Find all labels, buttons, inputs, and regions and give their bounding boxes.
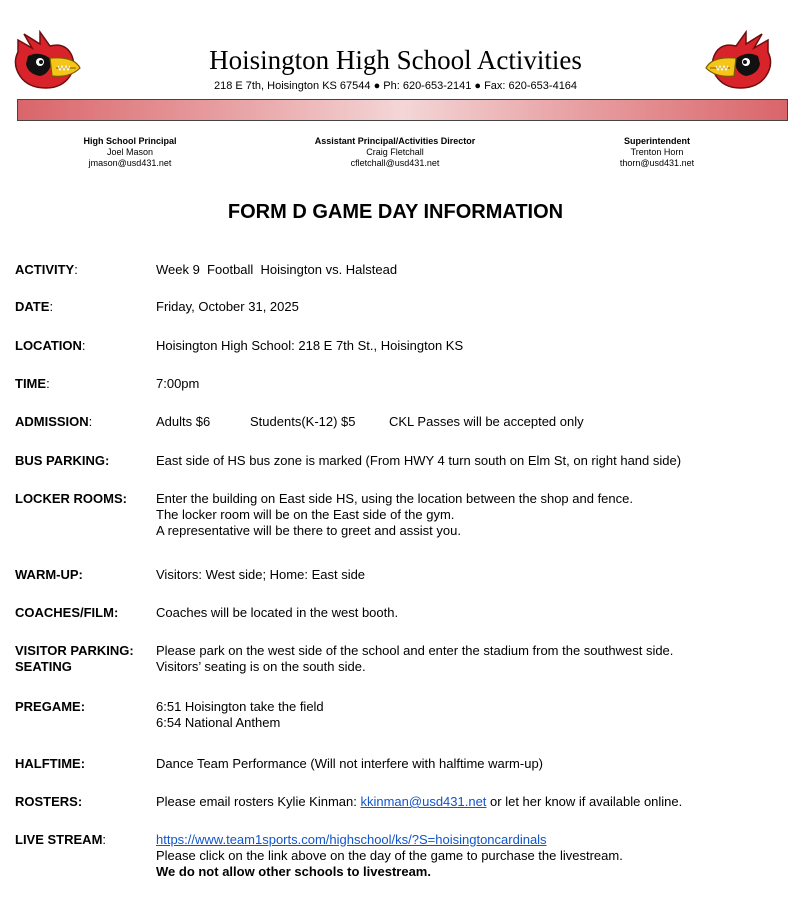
time-label: TIME: bbox=[15, 376, 50, 391]
staff-principal bbox=[70, 136, 190, 169]
visitor-seating-line: Visitors’ seating is on the south side. bbox=[156, 659, 366, 674]
admission-adults: Adults $6 bbox=[156, 414, 211, 429]
staff-name: Craig Fletchall bbox=[366, 147, 424, 157]
admission-value bbox=[156, 414, 786, 430]
visitor-parking-label: VISITOR PARKING: SEATING bbox=[15, 643, 155, 675]
staff-superintendent bbox=[582, 136, 732, 169]
school-address: 218 E 7th, Hoisington KS 67544 ● Ph: 620-653-2141 ● Fax: 620-653-4164 bbox=[213, 80, 578, 92]
staff-email: jmason@usd431.net bbox=[88, 158, 172, 168]
live-stream-instructions: Please click on the link above on the day of the game to purchase the livestream. bbox=[156, 848, 623, 863]
form-title: FORM D GAME DAY INFORMATION bbox=[227, 201, 564, 223]
staff-role: High School Principal bbox=[83, 136, 177, 146]
rosters-label: ROSTERS: bbox=[15, 794, 83, 809]
pregame-line: 6:54 National Anthem bbox=[156, 715, 281, 730]
staff-name: Joel Mason bbox=[106, 147, 154, 157]
header-banner bbox=[17, 99, 788, 121]
activity-label: ACTIVITY: bbox=[15, 262, 78, 277]
live-stream-link[interactable]: https://www.team1sports.com/highschool/ks/?S=hoisingtoncardinals bbox=[156, 832, 547, 847]
locker-rooms-label: LOCKER ROOMS: bbox=[15, 491, 127, 506]
visitor-parking-value bbox=[156, 643, 786, 675]
locker-rooms-value bbox=[156, 491, 786, 539]
locker-rooms-line: A representative will be there to greet and assist you. bbox=[156, 523, 461, 538]
staff-activities-director bbox=[290, 136, 500, 169]
pregame-label: PREGAME: bbox=[15, 699, 86, 714]
admission-label: ADMISSION: bbox=[15, 414, 93, 429]
admission-passes: CKL Passes will be accepted only bbox=[389, 414, 584, 429]
live-stream-value bbox=[156, 832, 786, 880]
halftime-value: Dance Team Performance (Will not interfere with halftime warm-up) bbox=[156, 756, 544, 771]
warm-up-value: Visitors: West side; Home: East side bbox=[156, 567, 366, 582]
pregame-line: 6:51 Hoisington take the field bbox=[156, 699, 324, 714]
activity-value: Week 9 Football Hoisington vs. Halstead bbox=[156, 262, 398, 277]
location-label: LOCATION: bbox=[15, 338, 86, 353]
warm-up-label: WARM-UP: bbox=[15, 567, 83, 582]
seating-label: SEATING bbox=[15, 659, 72, 674]
live-stream-policy: We do not allow other schools to livestream. bbox=[156, 864, 431, 879]
bus-parking-value: East side of HS bus zone is marked (From HWY 4 turn south on Elm St, on right hand side) bbox=[156, 453, 682, 468]
location-value: Hoisington High School: 218 E 7th St., Hoisington KS bbox=[156, 338, 464, 353]
bus-parking-label: BUS PARKING: bbox=[15, 453, 110, 468]
rosters-email-link[interactable]: kkinman@usd431.net bbox=[360, 794, 487, 809]
date-label: DATE: bbox=[15, 299, 54, 314]
coaches-film-value: Coaches will be located in the west booth. bbox=[156, 605, 399, 620]
admission-students: Students(K-12) $5 bbox=[250, 414, 356, 429]
halftime-label: HALFTIME: bbox=[15, 756, 86, 771]
coaches-film-label: COACHES/FILM: bbox=[15, 605, 119, 620]
visitor-parking-line: Please park on the west side of the school and enter the stadium from the southwest side. bbox=[156, 643, 674, 658]
pregame-value bbox=[156, 699, 786, 731]
staff-email: thorn@usd431.net bbox=[619, 158, 695, 168]
staff-role: Assistant Principal/Activities Director bbox=[314, 136, 476, 146]
school-title: Hoisington High School Activities bbox=[209, 45, 582, 75]
staff-role: Superintendent bbox=[623, 136, 690, 146]
locker-rooms-line: Enter the building on East side HS, using the location between the shop and fence. bbox=[156, 491, 633, 506]
time-value: 7:00pm bbox=[156, 376, 200, 391]
locker-rooms-line: The locker room will be on the East side of the gym. bbox=[156, 507, 455, 522]
rosters-value: Please email rosters Kylie Kinman: kkinman@usd431.net or let her know if available online. bbox=[156, 794, 683, 809]
date-value: Friday, October 31, 2025 bbox=[156, 299, 299, 314]
live-stream-label: LIVE STREAM: bbox=[15, 832, 107, 847]
staff-email: cfletchall@usd431.net bbox=[350, 158, 440, 168]
staff-name: Trenton Horn bbox=[630, 147, 684, 157]
